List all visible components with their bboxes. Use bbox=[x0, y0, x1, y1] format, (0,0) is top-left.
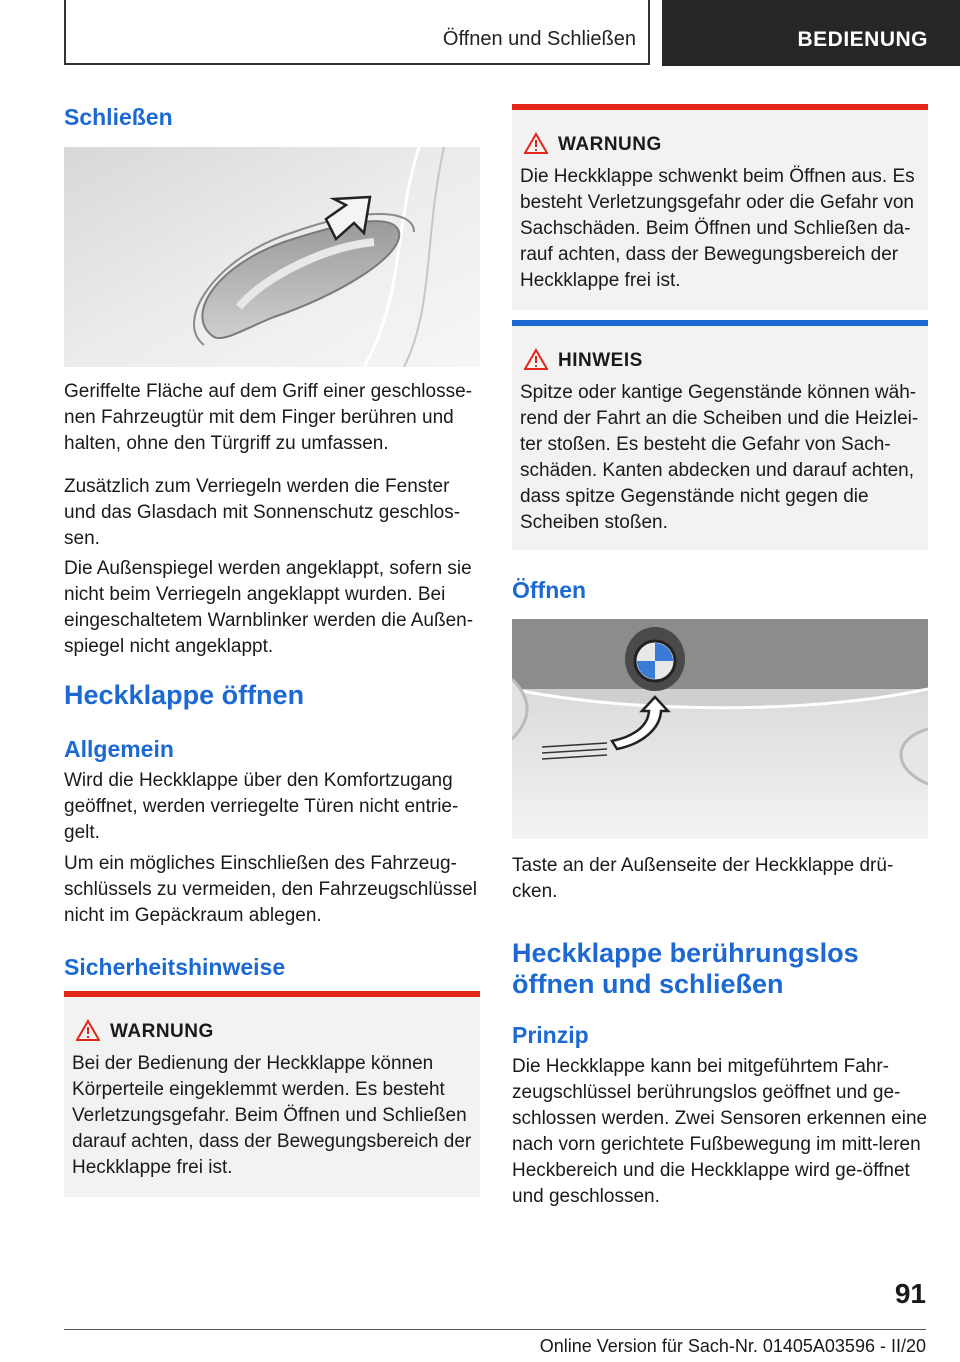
header-rule-left bbox=[64, 0, 66, 64]
warning-title: WARNUNG bbox=[110, 1021, 214, 1042]
note-title: HINWEIS bbox=[558, 350, 643, 371]
warning-box-right bbox=[512, 104, 928, 310]
warning-triangle-icon bbox=[524, 132, 548, 154]
paragraph-komfortzugang: Wird die Heckklappe über den Komfortzugang geöffnet, werden verriegelte Türen nicht entrie-gelt. bbox=[64, 770, 459, 843]
paragraph-einschliessen: Um ein mögliches Einschließen des Fahrzeug-schlüssels zu vermeiden, den Fahrzeugschlüssel nicht im Gepäckraum ablegen. bbox=[64, 853, 477, 926]
page-number: 91 bbox=[894, 1278, 926, 1309]
note-box bbox=[512, 320, 928, 550]
warning-bar bbox=[64, 991, 480, 997]
warning-text: Die Heckklappe schwenkt beim Öffnen aus. Es besteht Verletzungsgefahr oder die Gefahr von Sachschäden. Beim Öffnen und Schließen da-rauf achten, dass der Bewegungsbereich der Heckklappe frei ist. bbox=[520, 166, 915, 291]
paragraph-griff: Geriffelte Fläche auf dem Griff einer geschlosse-nen Fahrzeugtür mit dem Finger berühren und halten, ohne den Türgriff zu umfassen. bbox=[64, 381, 472, 454]
warning-title: WARNUNG bbox=[558, 134, 662, 155]
warning-text: Bei der Bedienung der Heckklappe können Körperteile eingeklemmt werden. Es besteht Verletzungsgefahr. Beim Öffnen und Schließen darauf achten, dass der Bewegungsbereich der Heckklappe frei ist. bbox=[72, 1053, 472, 1178]
paragraph-taste: Taste an der Außenseite der Heckklappe drü-cken. bbox=[512, 855, 894, 902]
heading-beruehrungslos-line2: öffnen und schließen bbox=[512, 969, 784, 999]
heading-oeffnen: Öffnen bbox=[512, 577, 587, 603]
heading-sicherheitshinweise: Sicherheitshinweise bbox=[64, 954, 286, 980]
note-bar bbox=[512, 320, 928, 326]
header-section-title: Öffnen und Schließen bbox=[442, 28, 636, 50]
footer-online-version: Online Version für Sach-Nr. 01405A03596 - II/20 bbox=[539, 1336, 926, 1356]
warning-bar bbox=[512, 104, 928, 110]
footer-rule bbox=[64, 1329, 926, 1330]
heading-allgemein: Allgemein bbox=[64, 736, 174, 762]
heading-prinzip: Prinzip bbox=[512, 1022, 589, 1048]
paragraph-aussenspiegel: Die Außenspiegel werden angeklappt, sofern sie nicht beim Verriegeln angeklappt wurden. Bei eingeschaltetem Warnblinker werden die Außen-spiegel nicht angeklappt. bbox=[64, 558, 474, 657]
door-handle-illustration bbox=[64, 147, 480, 367]
heading-heckklappe-oeffnen: Heckklappe öffnen bbox=[64, 680, 305, 710]
header-rule-right bbox=[648, 0, 650, 64]
note-text: Spitze oder kantige Gegenstände können wäh-rend der Fahrt an die Scheiben und die Heizlei-ter stoßen. Es besteht die Gefahr von Sach-schäden. Kanten abdecken und darauf achten, dass spitze Gegenstände nicht gegen die Scheiben stoßen. bbox=[520, 382, 919, 533]
header-chapter-tab: BEDIENUNG bbox=[662, 0, 960, 66]
heading-schliessen: Schließen bbox=[64, 104, 173, 130]
note-triangle-icon bbox=[524, 348, 548, 370]
paragraph-prinzip: Die Heckklappe kann bei mitgeführtem Fahr-zeugschlüssel berührungslos geöffnet und ge-schlossen werden. Zwei Sensoren erkennen eine nach vorn gerichtete Fußbewegung im mitt-leren Heckbereich und die Heckklappe wird ge-öffnet und geschlossen. bbox=[512, 1056, 928, 1207]
warning-box-left bbox=[64, 991, 480, 1197]
tailgate-button-illustration bbox=[512, 619, 928, 839]
paragraph-fenster: Zusätzlich zum Verriegeln werden die Fenster und das Glasdach mit Sonnenschutz geschlos-sen. bbox=[64, 476, 461, 549]
heading-beruehrungslos-line1: Heckklappe berührungslos bbox=[512, 938, 859, 968]
warning-triangle-icon bbox=[76, 1019, 100, 1041]
header-rule-bottom bbox=[64, 63, 650, 65]
